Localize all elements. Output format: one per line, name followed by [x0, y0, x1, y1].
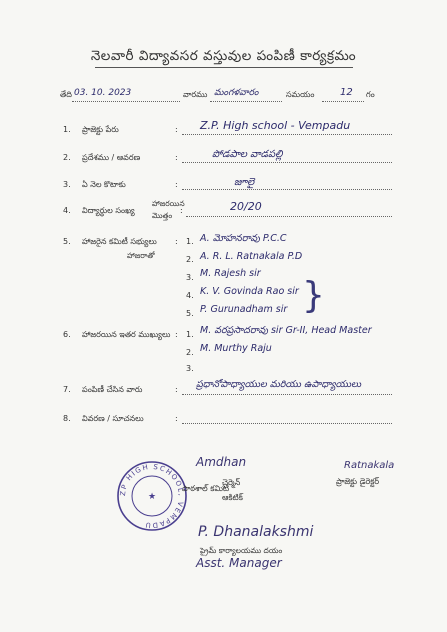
colon: :	[175, 125, 178, 134]
time-dots	[322, 101, 364, 102]
month-value: జూలై	[234, 177, 255, 188]
row-label: ఏ నెల కొటాకు	[82, 180, 126, 189]
page-title: నెలవారీ విద్యావసర వస్తువుల పంపిణీ కార్యక్రమం	[90, 48, 357, 64]
day-value: మంగళవారం	[214, 88, 259, 98]
chairman-sub: పాఠశాల్ కమిటీ	[182, 484, 230, 493]
member-name: A. R. L. Ratnakala P.D	[200, 251, 303, 262]
date-value: 03. 10. 2023	[74, 88, 132, 98]
row-dots	[182, 189, 392, 190]
project-name-value: Z.P. High school - Vempadu	[200, 119, 351, 132]
member-name: M. Rajesh sir	[200, 268, 261, 279]
other-name: M. వరప్రసాదరావు sir Gr-II, Head Master	[200, 325, 372, 336]
member-number: 3.	[186, 273, 194, 282]
chairman-sub2: ఆకిటిక్	[222, 493, 243, 502]
row-sublabel-top: హాజరయిన	[152, 199, 185, 208]
row-dots	[182, 394, 392, 395]
member-number: 4.	[186, 291, 194, 300]
member-number: 1.	[186, 237, 194, 246]
row-label: హాజరయిన ఇతర ముఖ్యులు	[82, 330, 171, 339]
row-number: 6.	[63, 330, 71, 339]
stamp-text: ZP HIGH SCHOOL, VEMPADU	[118, 462, 186, 530]
row-number: 3.	[63, 180, 71, 189]
day-dots	[210, 101, 282, 102]
time-unit: గం	[366, 90, 375, 99]
colon: :	[175, 153, 178, 162]
time-label: సమయం	[286, 90, 315, 99]
date-dots	[72, 101, 180, 102]
manager-signature: P. Dhanalakshmi	[198, 524, 314, 540]
students-value: 20/20	[230, 200, 262, 213]
director-title: ప్రాజెక్టు డైరెక్టర్	[336, 477, 380, 486]
school-stamp	[116, 460, 188, 532]
row-dots	[182, 423, 392, 424]
row-label: హాజరైన కమిటీ సభ్యులు	[82, 237, 157, 246]
row-number: 2.	[63, 153, 71, 162]
member-number: 2.	[186, 255, 194, 264]
row-label: పంపిణీ చేసిన వారు	[82, 385, 143, 394]
row-dots	[182, 134, 392, 135]
colon: :	[175, 330, 178, 339]
row-label: ప్రాజెక్టు పేరు	[82, 125, 119, 134]
manager-title: ప్రైమ్ కార్యాలయము దయం	[200, 546, 283, 555]
colon: :	[175, 414, 178, 423]
row-dots	[186, 216, 392, 217]
member-name: A. మోహనరావు P.C.C	[200, 233, 287, 244]
location-value: పోడపాల వాడపల్లి	[212, 149, 283, 160]
date-label: తేది	[60, 90, 72, 99]
other-name: M. Murthy Raju	[200, 343, 272, 354]
member-name: P. Gurunadham sir	[200, 304, 288, 315]
row-label: విద్యార్థుల సంఖ్య	[82, 206, 135, 215]
member-number: 5.	[186, 309, 194, 318]
director-signature: Ratnakala	[344, 460, 395, 471]
other-number: 1.	[186, 330, 194, 339]
row-number: 7.	[63, 385, 71, 394]
row-label: వివరణ / సూచనలు	[82, 414, 144, 423]
row-number: 4.	[63, 206, 71, 215]
colon: :	[175, 237, 178, 246]
chairman-signature: Amdhan	[196, 455, 247, 469]
colon: :	[180, 206, 183, 215]
row-number: 1.	[63, 125, 71, 134]
distributor-value: ప్రధానోపాధ్యాయుల మరియు ఉపాధ్యాయులు	[196, 379, 362, 390]
member-name: K. V. Govinda Rao sir	[200, 286, 299, 297]
time-value: 12	[340, 87, 353, 98]
other-number: 3.	[186, 364, 194, 373]
row-label: ప్రదేశము / ఆవరణ	[82, 153, 141, 162]
title-underline	[95, 67, 353, 68]
day-label: వారము	[183, 90, 208, 99]
chairman-title: చైర్మెన్	[222, 478, 241, 487]
colon: :	[175, 385, 178, 394]
row-number: 5.	[63, 237, 71, 246]
colon: :	[175, 180, 178, 189]
manager-sub: Asst. Manager	[196, 556, 282, 570]
row-sublabel-right: హాజరాతో	[127, 251, 155, 260]
other-number: 2.	[186, 348, 194, 357]
brace-mark: }	[302, 275, 325, 316]
svg-text:★: ★	[147, 492, 157, 502]
row-number: 8.	[63, 414, 71, 423]
row-dots	[182, 162, 392, 163]
row-sublabel-bottom: మొత్తం	[152, 211, 173, 220]
